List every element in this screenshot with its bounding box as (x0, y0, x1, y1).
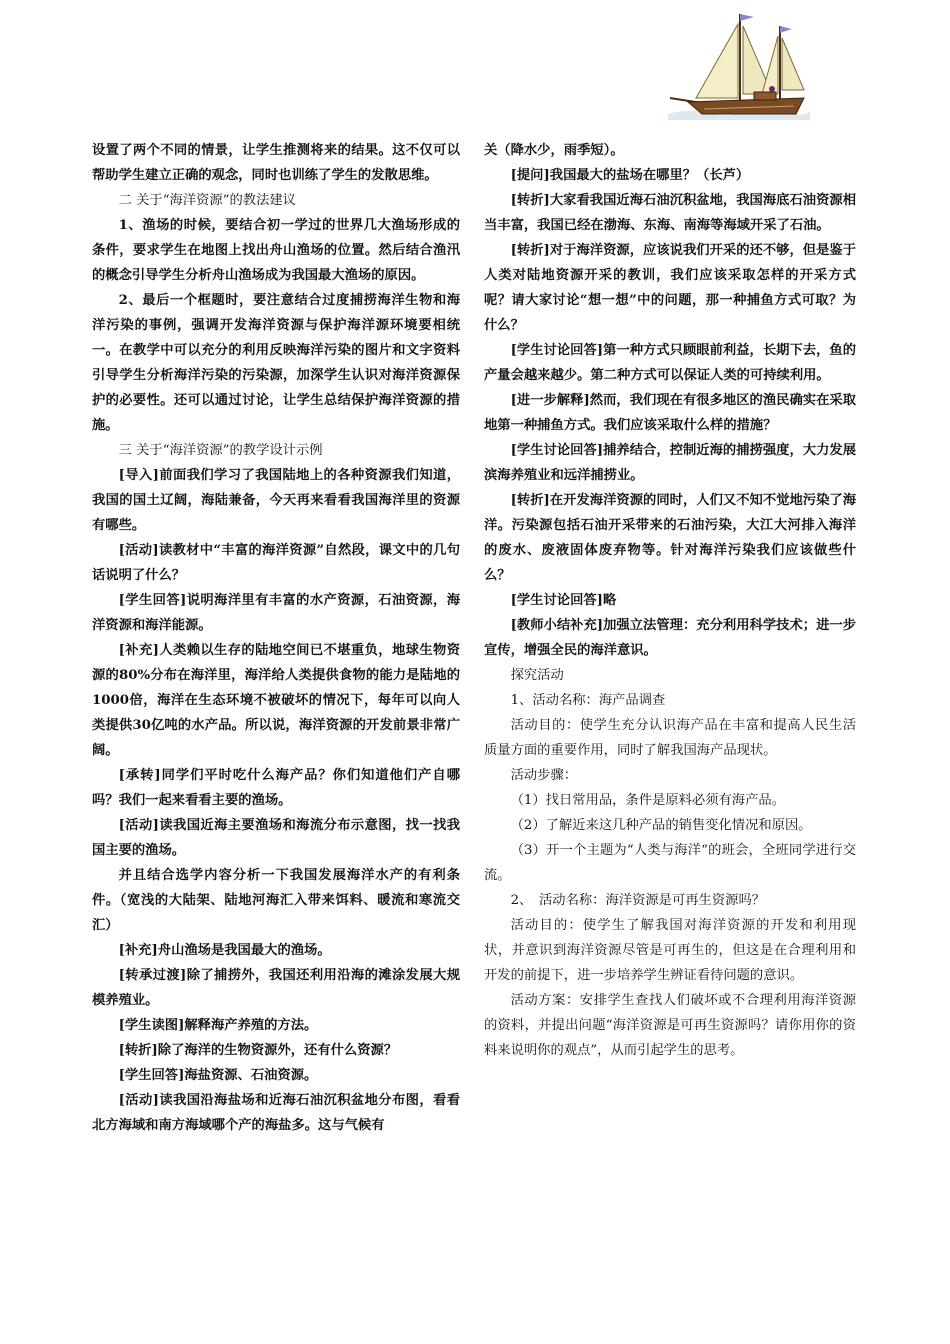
paragraph: [学生回答]海盐资源、石油资源。 (118, 1068, 318, 1083)
paragraph: 设置了两个不同的情景，让学生推测将来的结果。这不仅可以帮助学生建立正确的观念，同时也训练了学生的发散思维。 (92, 143, 460, 183)
paragraph: 活动方案：安排学生查找人们破坏或不合理利用海洋资源的资料，并提出问题“海洋资源是可再生资源吗？请你用你的资料来说明你的观点”，从而引起学生的思考。 (484, 993, 856, 1058)
left-column (92, 138, 460, 1138)
paragraph: [补充]舟山渔场是我国最大的渔场。 (118, 943, 331, 958)
paragraph: [补充]人类赖以生存的陆地空间已不堪重负，地球生物资源的80%分布在海洋里，海洋给人类提供食物的能力是陆地的1000倍，海洋在生态环境不被破坏的情况下，每年可以向人类提供30亿吨的水产品。所以说，海洋资源的开发前景非常广阔。 (92, 643, 460, 758)
sailing-ship-icon (668, 6, 810, 126)
section-heading: 三 关于“海洋资源”的教学设计示例 (118, 443, 323, 458)
right-column (484, 138, 856, 1063)
paragraph: [学生讨论回答]第一种方式只顾眼前利益，长期下去，鱼的产量会越来越少。第二种方式可以保证人类的可持续利用。 (484, 343, 856, 383)
paragraph: [转折]对于海洋资源，应该说我们开采的还不够，但是鉴于人类对陆地资源开采的教训，我们应该采取怎样的开采方式呢？请大家讨论“想一想”中的问题，那一种捕鱼方式可取？为什么？ (484, 243, 856, 333)
paragraph: [转承过渡]除了捕捞外，我国还利用沿海的滩涂发展大规模养殖业。 (92, 968, 460, 1008)
section-heading: 二 关于“海洋资源”的教法建议 (118, 193, 296, 208)
paragraph: （2）了解近来这几种产品的销售变化情况和原因。 (510, 818, 812, 833)
paragraph: 1、渔场的时候，要结合初一学过的世界几大渔场形成的条件，要求学生在地图上找出舟山渔场的位置。然后结合渔汛的概念引导学生分析舟山渔场成为我国最大渔场的原因。 (92, 218, 460, 283)
paragraph: [导入]前面我们学习了我国陆地上的各种资源我们知道，我国的国土辽阔，海陆兼备，今天再来看看我国海洋里的资源有哪些。 (92, 468, 460, 533)
paragraph: [活动]读教材中“丰富的海洋资源”自然段，课文中的几句话说明了什么？ (92, 543, 460, 583)
paragraph: [活动]读我国沿海盐场和近海石油沉积盆地分布图，看看北方海域和南方海域哪个产的海盐多。这与气候有 (92, 1093, 460, 1133)
paragraph: 2、最后一个框题时，要注意结合过度捕捞海洋生物和海洋污染的事例，强调开发海洋资源与保护海洋源环境要相统一。在教学中可以充分的利用反映海洋污染的图片和文字资料引导学生分析海洋污染的污染源，加深学生认识对海洋资源保护的必要性。还可以通过讨论，让学生总结保护海洋资源的措施。 (92, 293, 460, 433)
paragraph: [学生讨论回答]略 (510, 593, 617, 608)
paragraph: 活动目的：使学生了解我国对海洋资源的开发和利用现状，并意识到海洋资源尽管是可再生的，但这是在合理利用和开发的前提下，进一步培养学生辨证看待问题的意识。 (484, 918, 856, 983)
paragraph: [学生读图]解释海产养殖的方法。 (118, 1018, 318, 1033)
paragraph: 2、 活动名称：海洋资源是可再生资源吗？ (510, 893, 766, 908)
paragraph: （1）找日常用品，条件是原料必须有海产品。 (510, 793, 785, 808)
paragraph: [转折]除了海洋的生物资源外，还有什么资源？ (118, 1043, 398, 1058)
paragraph: 1、活动名称：海产品调查 (510, 693, 666, 708)
paragraph: 并且结合选学内容分析一下我国发展海洋水产的有利条件。（宽浅的大陆架、陆地河海汇入带来饵料、暖流和寒流交汇） (92, 868, 460, 933)
paragraph: [学生回答]说明海洋里有丰富的水产资源，石油资源，海洋资源和海洋能源。 (92, 593, 460, 633)
paragraph: 活动目的：使学生充分认识海产品在丰富和提高人民生活质量方面的重要作用，同时了解我国海产品现状。 (484, 718, 856, 758)
paragraph: [承转]同学们平时吃什么海产品？你们知道他们产自哪吗？我们一起来看看主要的渔场。 (92, 768, 460, 808)
paragraph: （3）开一个主题为“人类与海洋“的班会，全班同学进行交流。 (484, 843, 856, 883)
paragraph: [进一步解释]然而，我们现在有很多地区的渔民确实在采取地第一种捕鱼方式。我们应该采取什么样的措施？ (484, 393, 856, 433)
paragraph: 关（降水少，雨季短）。 (484, 143, 624, 158)
paragraph: [学生讨论回答]捕养结合，控制近海的捕捞强度，大力发展滨海养殖业和远洋捕捞业。 (484, 443, 856, 483)
paragraph: [教师小结补充]加强立法管理：充分利用科学技术；进一步宣传，增强全民的海洋意识。 (484, 618, 856, 658)
paragraph: [活动]读我国近海主要渔场和海流分布示意图，找一找我国主要的渔场。 (92, 818, 460, 858)
paragraph: [转折]在开发海洋资源的同时，人们又不知不觉地污染了海洋。污染源包括石油开采带来的石油污染，大江大河排入海洋的废水、废液固体废弃物等。针对海洋污染我们应该做些什么？ (484, 493, 856, 583)
section-heading: 探究活动 (510, 668, 564, 683)
paragraph: [转折]大家看我国近海石油沉积盆地，我国海底石油资源相当丰富，我国已经在渤海、东海、南海等海域开采了石油。 (484, 193, 856, 233)
paragraph: [提问]我国最大的盐场在哪里？（长芦） (510, 168, 750, 183)
paragraph: 活动步骤： (510, 768, 578, 783)
